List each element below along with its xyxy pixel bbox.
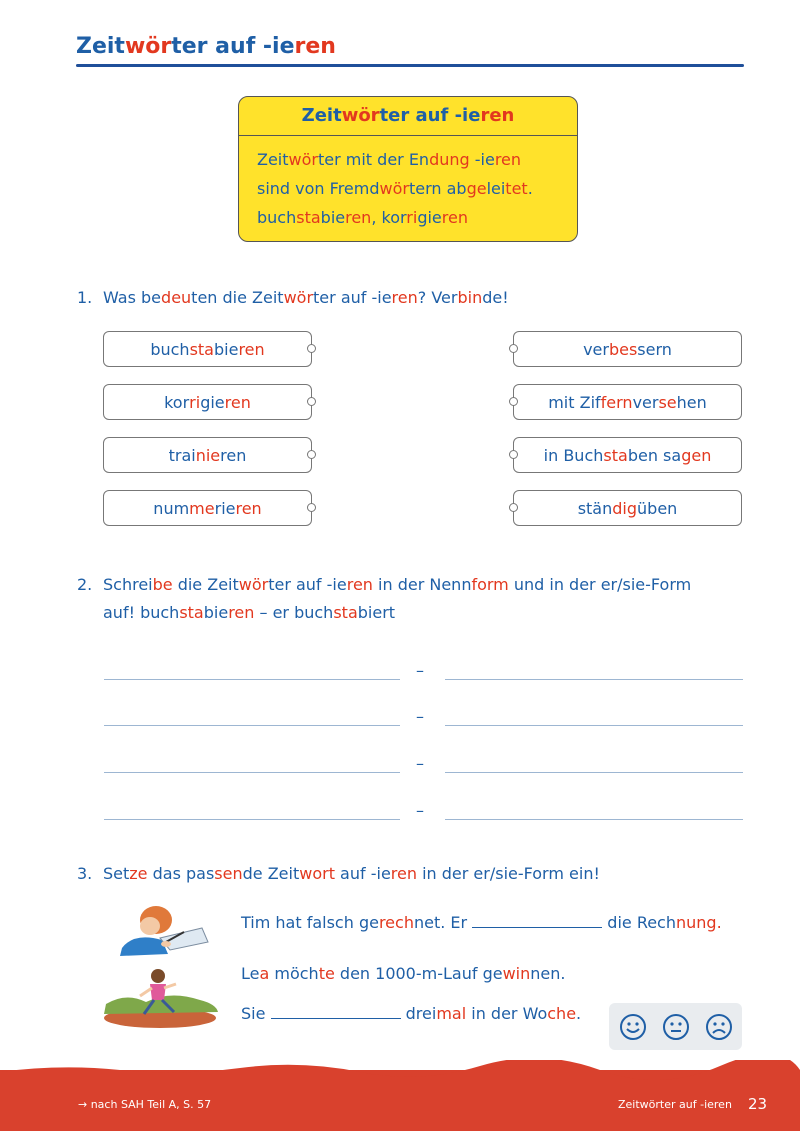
title-underline [76, 64, 744, 67]
rule-text: Zeitwörter mit der Endung -ieren sind von Fremdwörtern abgeleitet. buchstabieren, korrigieren [257, 150, 533, 227]
write-line[interactable] [104, 725, 400, 726]
connector-dot[interactable] [307, 450, 316, 459]
self-assessment-box [609, 1003, 742, 1050]
sentence-1: Tim hat falsch gerechnet. Er die Rechnung. [241, 913, 722, 932]
task-2-instruction: 2. Schreibe die Zeitwörter auf -ieren in der Nennform und in der er/sie-Form auf! buchstabieren – er buchstabiert [77, 575, 692, 622]
word-box-nummerieren[interactable]: num me rie ren [103, 490, 312, 526]
dash: – [416, 707, 424, 726]
connector-dot[interactable] [307, 503, 316, 512]
sad-face-icon[interactable] [705, 1013, 733, 1041]
sentence-2: Lea möchte den 1000-m-Lauf gewinnen. [241, 964, 566, 983]
answer-blank-2[interactable] [271, 1004, 401, 1019]
task-3-instruction: 3. Setze das passende Zeitwort auf -ieren in der er/sie-Form ein! [77, 864, 600, 883]
neutral-face-icon[interactable] [662, 1013, 690, 1041]
footer-edge [0, 1060, 800, 1080]
rule-box [238, 96, 578, 242]
happy-face-icon[interactable] [619, 1013, 647, 1041]
connector-dot[interactable] [509, 503, 518, 512]
connector-dot[interactable] [509, 344, 518, 353]
rule-title: Zeitwörter auf -ieren [301, 105, 515, 126]
word-box-buchstabieren[interactable]: buch sta bie ren [103, 331, 312, 367]
dash: – [416, 754, 424, 773]
rule-divider [239, 135, 577, 136]
write-line[interactable] [104, 679, 400, 680]
meaning-box-staendig[interactable]: stän dig üben [513, 490, 742, 526]
page-number: 23 [748, 1095, 768, 1113]
dash: – [416, 801, 424, 820]
dash: – [416, 661, 424, 680]
footer-bar [0, 1070, 800, 1131]
footer-reference: → nach SAH Teil A, S. 57 [78, 1098, 212, 1111]
write-line[interactable] [104, 819, 400, 820]
write-line[interactable] [445, 725, 743, 726]
word-box-trainieren[interactable]: trai nie ren [103, 437, 312, 473]
write-line[interactable] [445, 772, 743, 773]
page-title: Zeitwörter auf -ieren [76, 34, 336, 59]
meaning-box-verbessern[interactable]: ver bes sern [513, 331, 742, 367]
write-line[interactable] [104, 772, 400, 773]
meaning-box-ziffern[interactable]: mit Zif fern ver se hen [513, 384, 742, 420]
meaning-box-buchstaben[interactable]: in Buch sta ben sa gen [513, 437, 742, 473]
connector-dot[interactable] [307, 344, 316, 353]
answer-blank-1[interactable] [472, 913, 602, 928]
word-box-korrigieren[interactable]: kor ri gie ren [103, 384, 312, 420]
connector-dot[interactable] [509, 397, 518, 406]
runner-illustration [100, 962, 220, 1030]
write-line[interactable] [445, 679, 743, 680]
connector-dot[interactable] [307, 397, 316, 406]
write-line[interactable] [445, 819, 743, 820]
connector-dot[interactable] [509, 450, 518, 459]
child-writing-illustration [104, 898, 212, 960]
sentence-3: Sie dreimal in der Woche. [241, 1004, 582, 1023]
footer-topic: Zeitwörter auf -ieren [618, 1098, 732, 1111]
task-1-instruction: 1. Was bedeuten die Zeitwörter auf -ieren? Verbinde! [77, 288, 509, 307]
